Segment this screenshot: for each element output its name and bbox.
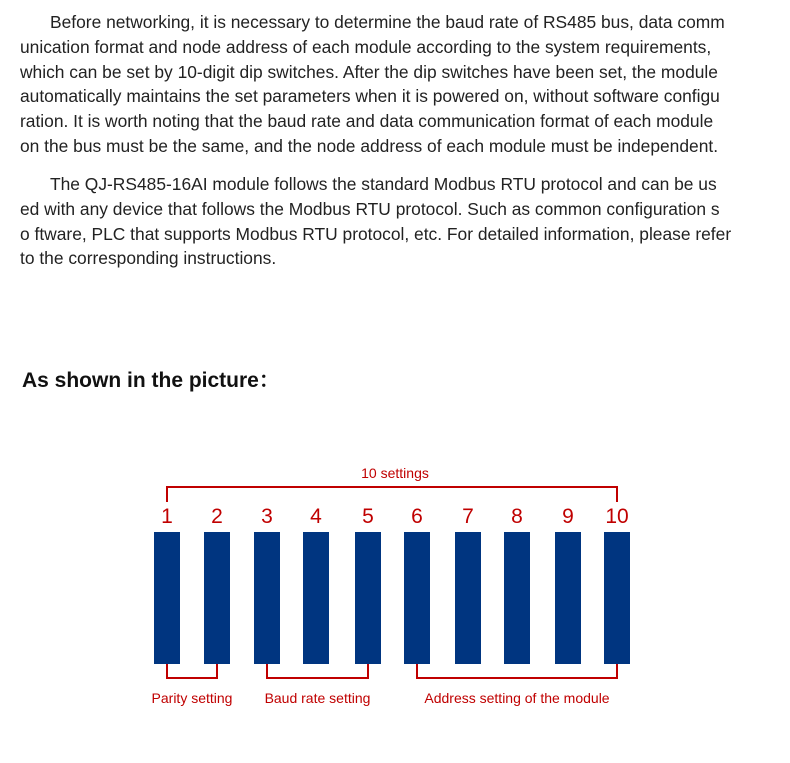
dip-switch-1 (154, 532, 180, 664)
switch-number-9: 9 (562, 505, 574, 528)
switch-number-8: 8 (511, 505, 523, 528)
intro-paragraph (20, 10, 790, 159)
text-line: Before networking, it is necessary to determine the baud rate of RS485 bus, data comm (50, 12, 725, 32)
text-line: The QJ-RS485-16AI module follows the standard Modbus RTU protocol and can be us (50, 174, 717, 194)
group-bracket-3 (417, 664, 617, 678)
switch-number-4: 4 (310, 505, 322, 528)
text-line: on the bus must be the same, and the node address of each module must be independent. (20, 135, 719, 156)
dip-switch-6 (404, 532, 430, 664)
dip-switch-10 (604, 532, 630, 664)
text-line: o ftware, PLC that supports Modbus RTU protocol, etc. For detailed information, please refer (20, 223, 732, 244)
text-line: which can be set by 10-digit dip switches. After the dip switches have been set, the module (20, 61, 718, 82)
group-label-2: Baud rate setting (264, 690, 371, 706)
switch-number-3: 3 (261, 505, 273, 528)
switch-numbers (161, 505, 629, 528)
top-bracket (167, 487, 617, 502)
dip-switch-diagram (0, 440, 790, 740)
dip-switch-4 (303, 532, 329, 664)
dip-switch-9 (555, 532, 581, 664)
dip-switch-7 (455, 532, 481, 664)
switch-number-5: 5 (362, 505, 374, 528)
dip-switch-5 (355, 532, 381, 664)
switch-number-6: 6 (411, 505, 423, 528)
top-label: 10 settings (361, 465, 429, 481)
dip-switch-8 (504, 532, 530, 664)
group-label-1: Parity setting (151, 690, 233, 706)
text-line: ration. It is worth noting that the baud rate and data communication format of each module (20, 111, 714, 132)
section-heading: As shown in the picture： (22, 369, 280, 392)
switch-number-1: 1 (161, 505, 173, 528)
group-bracket-1 (167, 664, 217, 678)
text-line: ed with any device that follows the Modbus RTU protocol. Such as common configuration s (20, 198, 720, 219)
text-line: to the corresponding instructions. (20, 248, 277, 269)
switch-number-7: 7 (462, 505, 474, 528)
group-label-3: Address setting of the module (424, 690, 610, 706)
protocol-paragraph (20, 172, 790, 271)
text-line: unication format and node address of each module according to the system requirements, (20, 36, 712, 57)
switch-groups (152, 664, 617, 706)
switch-number-10: 10 (605, 505, 629, 528)
switch-number-2: 2 (211, 505, 223, 528)
text-line: automatically maintains the set parameters when it is powered on, without software configu (20, 86, 720, 107)
group-bracket-2 (267, 664, 368, 678)
top-bracket-line (167, 487, 617, 502)
dip-switch-3 (254, 532, 280, 664)
dip-switches (154, 532, 630, 664)
dip-switch-2 (204, 532, 230, 664)
